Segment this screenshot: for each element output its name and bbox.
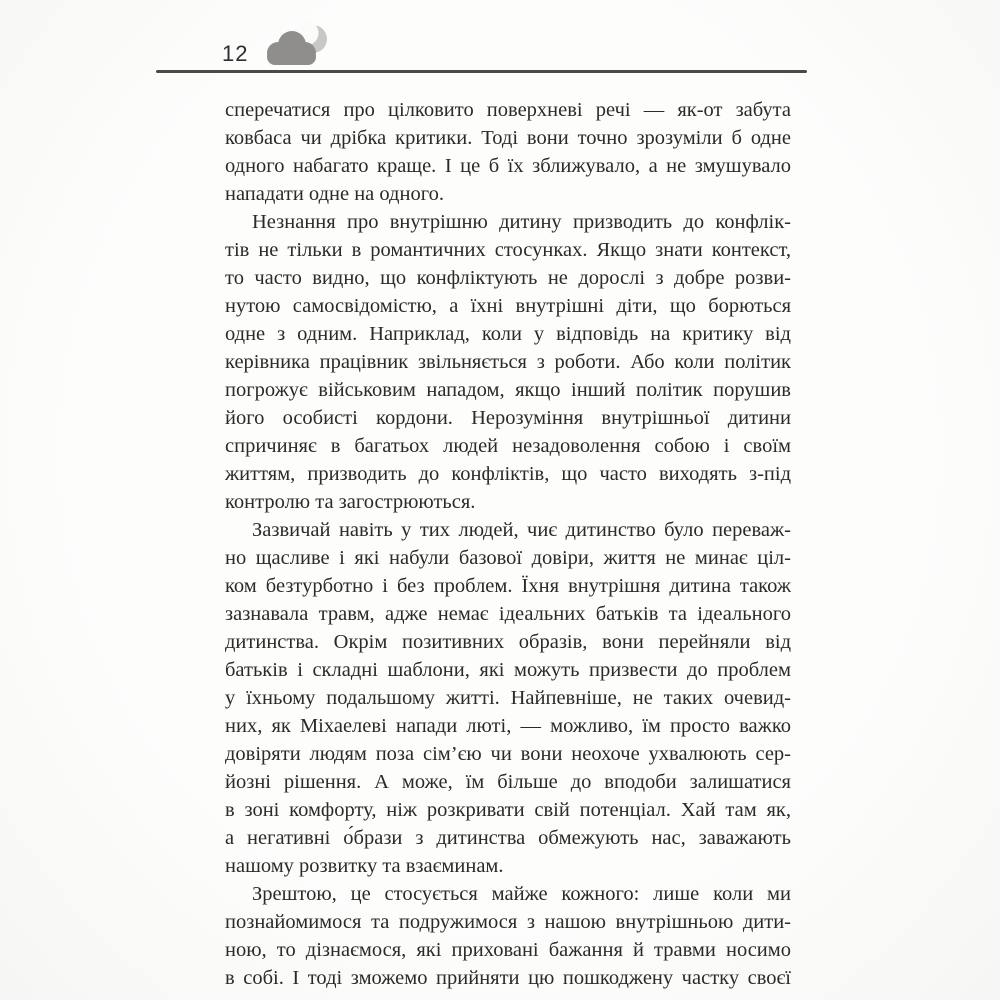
text-line: керівника працівник звільняється з роботи. Або коли політик (225, 351, 791, 373)
text-line: спричиняє в багатьох людей незадоволення собою і своїм (225, 435, 791, 457)
text-line: а негативні о́брази з дитинства обмежують нас, заважають (225, 827, 791, 849)
text-line: батьків і складні шаблони, які можуть призвести до проблем (225, 659, 791, 681)
text-line: йозні рішення. А може, їм більше до вподоби залишатися (225, 771, 791, 793)
text-line: у їхньому подальшому житті. Найпевніше, не таких очевид- (225, 687, 791, 709)
text-line: дитинства. Окрім позитивних образів, вони перейняли від (225, 631, 791, 653)
text-line: Зазвичай навіть у тих людей, чиє дитинство було переваж- (252, 519, 791, 541)
paragraph (225, 208, 791, 516)
page-text (225, 96, 791, 992)
text-line: довіряти людям поза сім’єю чи вони неохоче ухвалюють сер- (225, 743, 791, 765)
text-line: но щасливе і які набули базової довіри, життя не минає ціл- (225, 547, 791, 569)
paragraph (225, 516, 791, 880)
text-line: то часто видно, що конфліктують не дорослі з добре розви- (225, 267, 791, 289)
page-number: 12 (222, 41, 249, 66)
text-line: сперечатися про цілковито поверхневі речі — як-от забута (225, 99, 791, 121)
text-line: одного набагато краще. І це б їх зближувало, а не змушувало (225, 155, 791, 177)
text-line: них, як Міхаелеві напади люті, — можливо, їм просто важко (225, 715, 791, 737)
text-line: ною, то дізнаємося, які приховані бажання й травми носимо (225, 939, 791, 961)
text-line: зазнавала травм, адже немає ідеальних батьків та ідеального (225, 603, 791, 625)
paragraph (225, 880, 791, 992)
header-rule (156, 70, 807, 73)
text-line: тів не тільки в романтичних стосунках. Якщо знати контекст, (225, 239, 791, 261)
text-line: його особисті кордони. Нерозуміння внутрішньої дитини (225, 407, 791, 429)
text-line: нападати одне на одного. (225, 183, 444, 205)
text-line: одне з одним. Наприклад, коли у відповідь на критику від (225, 323, 791, 345)
text-line: познайомимося та подружимося з нашою внутрішньою дити- (225, 911, 791, 933)
text-line: погрожує військовим нападом, якщо інший політик порушив (225, 379, 791, 401)
text-line: в зоні комфорту, ніж розкривати свій потенціал. Хай там як, (225, 799, 791, 821)
text-line: контролю та загострюються. (225, 491, 476, 513)
page-header (222, 33, 334, 69)
text-line: в собі. І тоді зможемо прийняти цю пошкоджену частку своєї (225, 967, 791, 989)
text-line: Незнання про внутрішню дитину призводить до конфлік- (252, 211, 791, 233)
text-line: ком безтурботно і без проблем. Їхня внутрішня дитина також (225, 575, 791, 597)
text-line: ковбаса чи дрібка критики. Тоді вони точно зрозуміли б одне (225, 127, 791, 149)
text-line: Зрештою, це стосується майже кожного: лише коли ми (252, 883, 791, 905)
cloud-moon-icon (260, 21, 334, 69)
text-line: нутою самосвідомістю, а їхні внутрішні діти, що борються (225, 295, 791, 317)
text-line: нашому розвитку та взаєминам. (225, 855, 504, 877)
text-line: життям, призводить до конфліктів, що часто виходять з-під (225, 463, 791, 485)
paragraph (225, 96, 791, 208)
